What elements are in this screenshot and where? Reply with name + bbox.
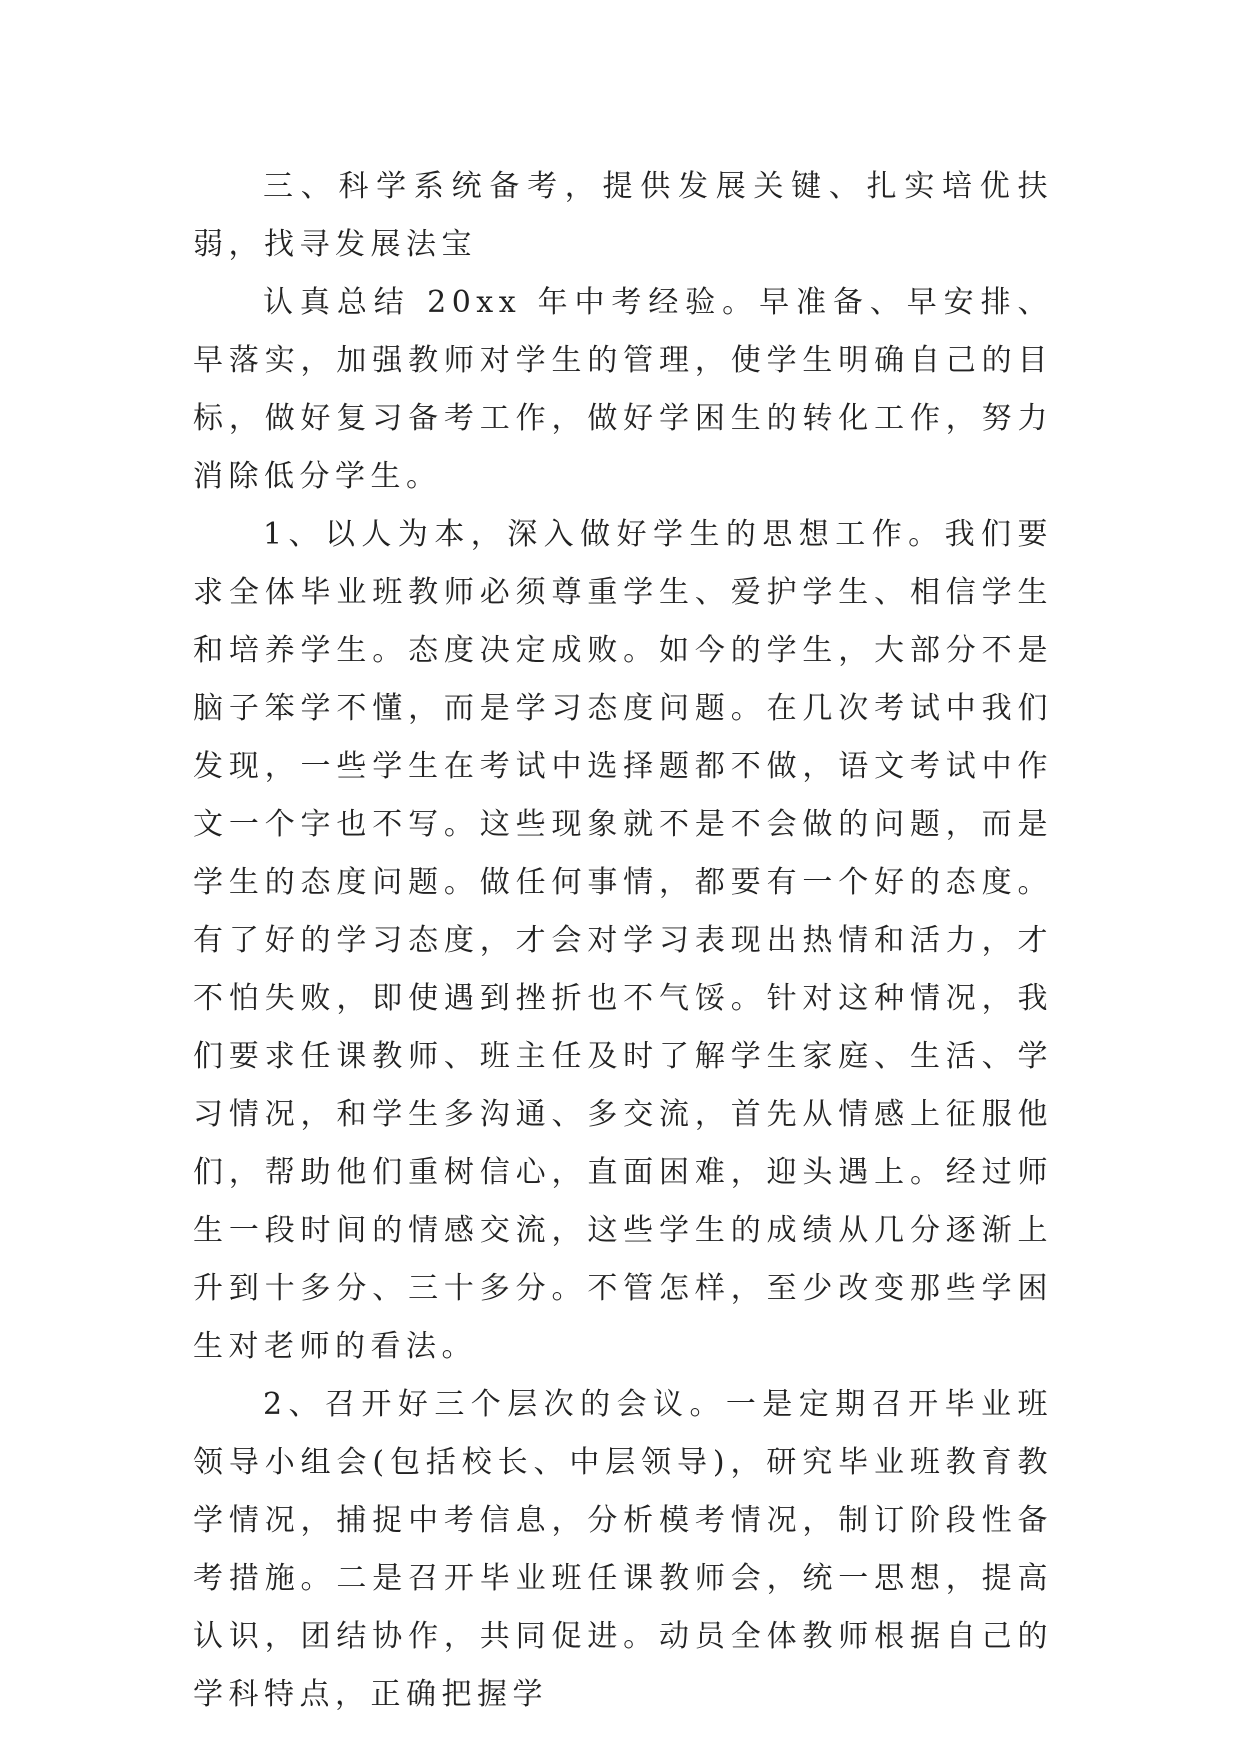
document-body bbox=[193, 158, 1053, 1724]
paragraph-item-1: 1、以人为本，深入做好学生的思想工作。我们要求全体毕业班教师必须尊重学生、爱护学生、相信学生和培养学生。态度决定成败。如今的学生，大部分不是脑子笨学不懂，而是学习态度问题。在几次考试中我们发现，一些学生在考试中选择题都不做，语文考试中作文一个字也不写。这些现象就不是不会做的问题，而是学生的态度问题。做任何事情，都要有一个好的态度。有了好的学习态度，才会对学习表现出热情和活力，才不怕失败，即使遇到挫折也不气馁。针对这种情况，我们要求任课教师、班主任及时了解学生家庭、生活、学习情况，和学生多沟通、多交流，首先从情感上征服他们，帮助他们重树信心，直面困难，迎头遇上。经过师生一段时间的情感交流，这些学生的成绩从几分逐渐上升到十多分、三十多分。不管怎样，至少改变那些学困生对老师的看法。 bbox=[193, 517, 1053, 1364]
paragraph-item-2: 2、召开好三个层次的会议。一是定期召开毕业班领导小组会(包括校长、中层领导)，研究毕业班教育教学情况，捕捉中考信息，分析模考情况，制订阶段性备考措施。二是召开毕业班任课教师会，统一思想，提高认识，团结协作，共同促进。动员全体教师根据自己的学科特点，正确把握学 bbox=[193, 1387, 1053, 1712]
section-heading: 三、科学系统备考，提供发展关键、扎实培优扶弱，找寻发展法宝 bbox=[193, 169, 1053, 262]
paragraph-intro: 认真总结 20xx 年中考经验。早准备、早安排、早落实，加强教师对学生的管理，使学生明确自己的目标，做好复习备考工作，做好学困生的转化工作，努力消除低分学生。 bbox=[193, 285, 1053, 494]
